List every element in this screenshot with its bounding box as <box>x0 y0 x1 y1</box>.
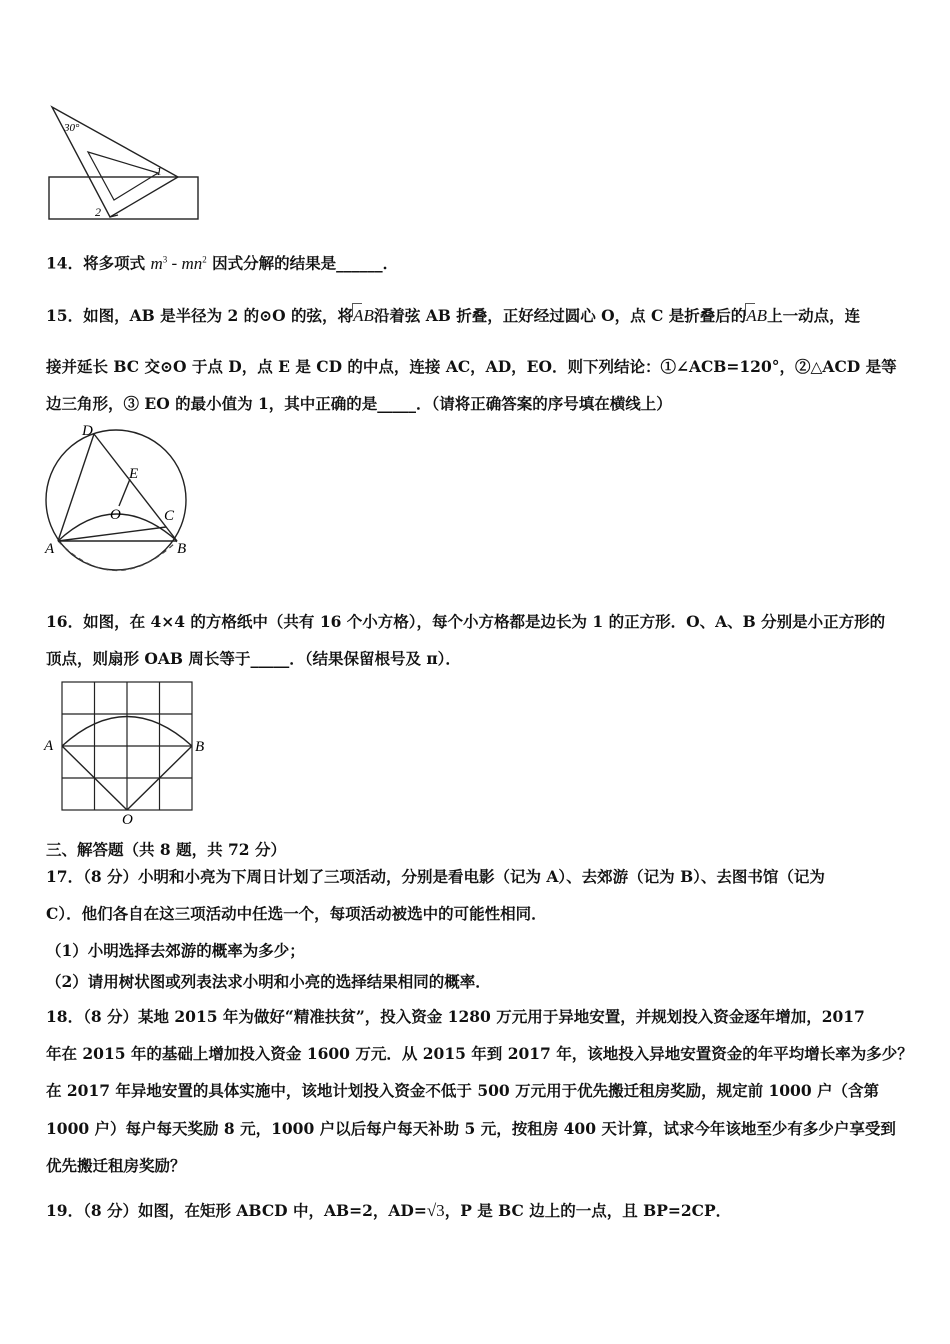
q14-blank: ______ <box>336 253 383 273</box>
label-b: B <box>177 541 187 557</box>
figure-q16-grid <box>40 672 215 827</box>
question-18-line-4: 1000 户）每户每天奖励 8 元，1000 户以后每户每天补助 5 元，按租房 400 天计算，试求今年该地至少有多少户享受到 <box>46 1119 896 1138</box>
arc-ab-label-1: AB <box>353 306 374 325</box>
segment-eo <box>119 479 130 506</box>
angle-2-label: 2 <box>95 205 101 219</box>
q14-term-a: $m^3$ <box>150 253 168 273</box>
question-15-line-1 <box>46 305 860 327</box>
grid-lines <box>62 682 192 810</box>
ruler-rect <box>49 177 198 219</box>
question-18-line-2: 年在 2015 年的基础上增加投入资金 1600 万元．从 2015 年到 2017 年，该地投入异地安置资金的年平均增长率为多少？ <box>46 1044 913 1063</box>
q16-text-b: ．（结果保留根号及 π）． <box>289 649 461 668</box>
q16-text-a: 顶点，则扇形 OAB 周长等于 <box>46 649 251 668</box>
q15-text-d: 边三角形，③ EO 的最小值为 1，其中正确的是 <box>46 394 378 413</box>
question-14 <box>46 248 398 275</box>
q15-blank: _____ <box>377 394 417 413</box>
q19-text-a: 19．（8 分）如图，在矩形 ABCD 中，AB=2，AD= <box>46 1201 427 1220</box>
q16-blank: _____ <box>250 649 290 668</box>
label-o: O <box>110 507 121 523</box>
question-17-part-1: （1）小明选择去郊游的概率为多少； <box>46 941 305 960</box>
question-16-line-2 <box>46 648 461 670</box>
figure-q15-circle <box>40 420 200 585</box>
label-e: E <box>129 466 139 482</box>
question-17-part-2: （2）请用树状图或列表法求小明和小亮的选择结果相同的概率． <box>46 972 491 991</box>
question-17-line-2: C）．他们各自在这三项活动中任选一个，每项活动被选中的可能性相同． <box>46 904 547 923</box>
question-15-line-3 <box>46 393 672 415</box>
question-17-line-1: 17．（8 分）小明和小亮为下周日计划了三项活动，分别是看电影（记为 A）、去郊游（记为 B）、去图书馆（记为 <box>46 867 825 886</box>
triangle-inner <box>88 152 158 200</box>
label-c: C <box>164 508 175 524</box>
question-19 <box>46 1200 731 1222</box>
q19-sqrt3: √3 <box>426 1201 445 1220</box>
q15-text-a: 15．如图，AB 是半径为 2 的⊙O 的弦，将 <box>46 306 354 325</box>
question-18-line-3: 在 2017 年异地安置的具体实施中，该地计划投入资金不低于 500 万元用于优先搬迁租房奖励，规定前 1000 户（含第 <box>46 1081 880 1100</box>
question-16-line-1: 16．如图，在 4×4 的方格纸中（共有 16 个小方格），每个小方格都是边长为 1 的正方形．O、A、B 分别是小正方形的 <box>46 612 886 631</box>
q14-minus: - <box>167 253 182 273</box>
segment-ac <box>58 527 166 541</box>
question-18-line-1: 18．（8 分）某地 2015 年为做好“精准扶贫”，投入资金 1280 万元用于异地安置，并规划投入资金逐年增加，2017 <box>46 1007 865 1026</box>
q15-text-c: 上一动点，连 <box>767 306 861 325</box>
question-18-line-5: 优先搬迁租房奖励？ <box>46 1156 186 1175</box>
q14-end: ． <box>382 253 399 273</box>
q19-text-b: ，P 是 BC 边上的一点，且 BP=2CP． <box>444 1201 732 1220</box>
label-a: A <box>45 541 55 557</box>
label-b: B <box>195 739 205 755</box>
angle-1-label: 1 <box>156 164 162 178</box>
arc-ab-label-2: AB <box>746 306 768 325</box>
q14-term-b: $mn^2$ <box>181 253 207 273</box>
segment-ad <box>58 434 94 541</box>
q14-prefix: 14．将多项式 <box>46 253 146 273</box>
figure-q13-triangle-ruler <box>40 100 210 225</box>
label-o: O <box>122 812 133 827</box>
label-a: A <box>44 738 54 754</box>
q15-text-b: 沿着弦 AB 折叠，正好经过圆心 O，点 C 是折叠后的 <box>373 306 747 325</box>
q14-suffix: 因式分解的结果是 <box>212 253 337 273</box>
angle-30-label: 30° <box>64 122 80 134</box>
label-d: D <box>82 423 93 439</box>
section-3-heading: 三、解答题（共 8 题，共 72 分） <box>46 840 286 859</box>
q15-text-e: ．（请将正确答案的序号填在横线上） <box>416 394 672 413</box>
question-15-line-2: 接并延长 BC 交⊙O 于点 D，点 E 是 CD 的中点，连接 AC，AD，EO．则下列结论：①∠ACB=120°，②△ACD 是等 <box>46 357 897 376</box>
